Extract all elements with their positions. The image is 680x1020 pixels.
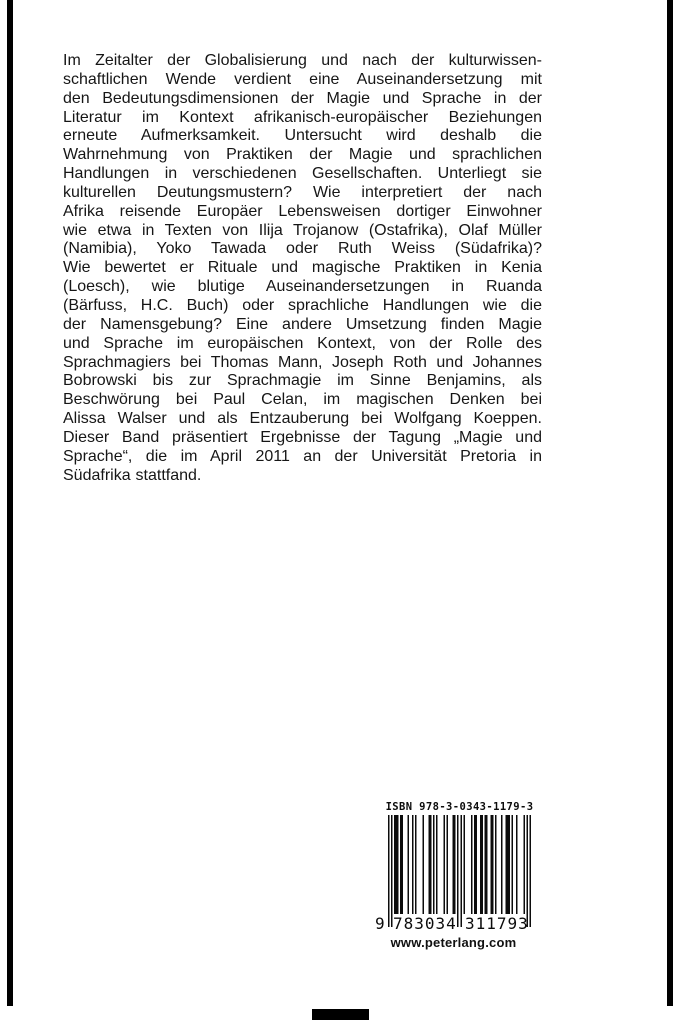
blurb-line: erneute Aufmerksamkeit. Untersucht wird deshalb die <box>63 127 542 145</box>
blurb-line: schaftlichen Wende verdient eine Auseinandersetzung mit <box>63 70 542 88</box>
isbn-barcode <box>376 802 532 954</box>
blurb-line: wie etwa in Texten von Ilija Trojanow (Ostafrika), Olaf Müller <box>63 221 542 239</box>
scan-mark-left <box>7 0 13 1006</box>
blurb-line: Sprache“, die im April 2011 an der Universität Pretoria in <box>63 447 542 465</box>
blurb-line: Bobrowski bis zur Sprachmagie im Sinne Benjamins, als <box>63 372 542 390</box>
blurb-text <box>63 52 542 485</box>
blurb-line: Handlungen in verschiedenen Gesellschaften. Unterliegt sie <box>63 165 542 183</box>
blurb-line: Wie bewertet er Rituale und magische Praktiken in Kenia <box>63 259 542 277</box>
blurb-line: (Bärfuss, H.C. Buch) oder sprachliche Handlungen wie die <box>63 296 542 314</box>
blurb-line: (Loesch), wie blutige Auseinandersetzungen in Ruanda <box>63 278 542 296</box>
barcode-digits-right: 311793 <box>465 914 529 933</box>
blurb-line: Beschwörung bei Paul Celan, im magischen Denken bei <box>63 391 542 409</box>
scan-mark-right <box>667 0 673 1006</box>
blurb-line: Wahrnehmung von Praktiken der Magie und sprachlichen <box>63 146 542 164</box>
blurb-line: den Bedeutungsdimensionen der Magie und Sprache in der <box>63 89 542 107</box>
blurb-line: Südafrika stattfand. <box>63 466 202 484</box>
blurb-line: Sprachmagiers bei Thomas Mann, Joseph Roth und Johannes <box>63 353 542 371</box>
blurb-line: Literatur im Kontext afrikanisch-europäischer Beziehungen <box>63 108 542 126</box>
blurb-line: Dieser Band präsentiert Ergebnisse der Tagung „Magie und <box>63 428 542 446</box>
blurb-line: und Sprache im europäischen Kontext, von der Rolle des <box>63 334 542 352</box>
barcode-digits-left: 783034 <box>393 914 457 933</box>
scan-mark-bottom <box>312 1009 369 1020</box>
blurb-line: Alissa Walser und als Entzauberung bei Wolfgang Koeppen. <box>63 410 542 428</box>
ean13-bars <box>388 815 531 927</box>
blurb-line: Afrika reisende Europäer Lebensweisen dortiger Einwohner <box>63 202 542 220</box>
blurb-line: kulturellen Deutungsmustern? Wie interpretiert der nach <box>63 183 542 201</box>
isbn-label: ISBN 978-3-0343-1179-3 <box>385 801 534 813</box>
barcode-digit-first: 9 <box>375 914 386 933</box>
blurb-line: Im Zeitalter der Globalisierung und nach der kulturwissen- <box>63 52 542 69</box>
blurb-line: der Namensgebung? Eine andere Umsetzung finden Magie <box>63 315 542 333</box>
publisher-url: www.peterlang.com <box>390 935 517 950</box>
blurb-line: (Namibia), Yoko Tawada oder Ruth Weiss (Südafrika)? <box>63 240 542 258</box>
